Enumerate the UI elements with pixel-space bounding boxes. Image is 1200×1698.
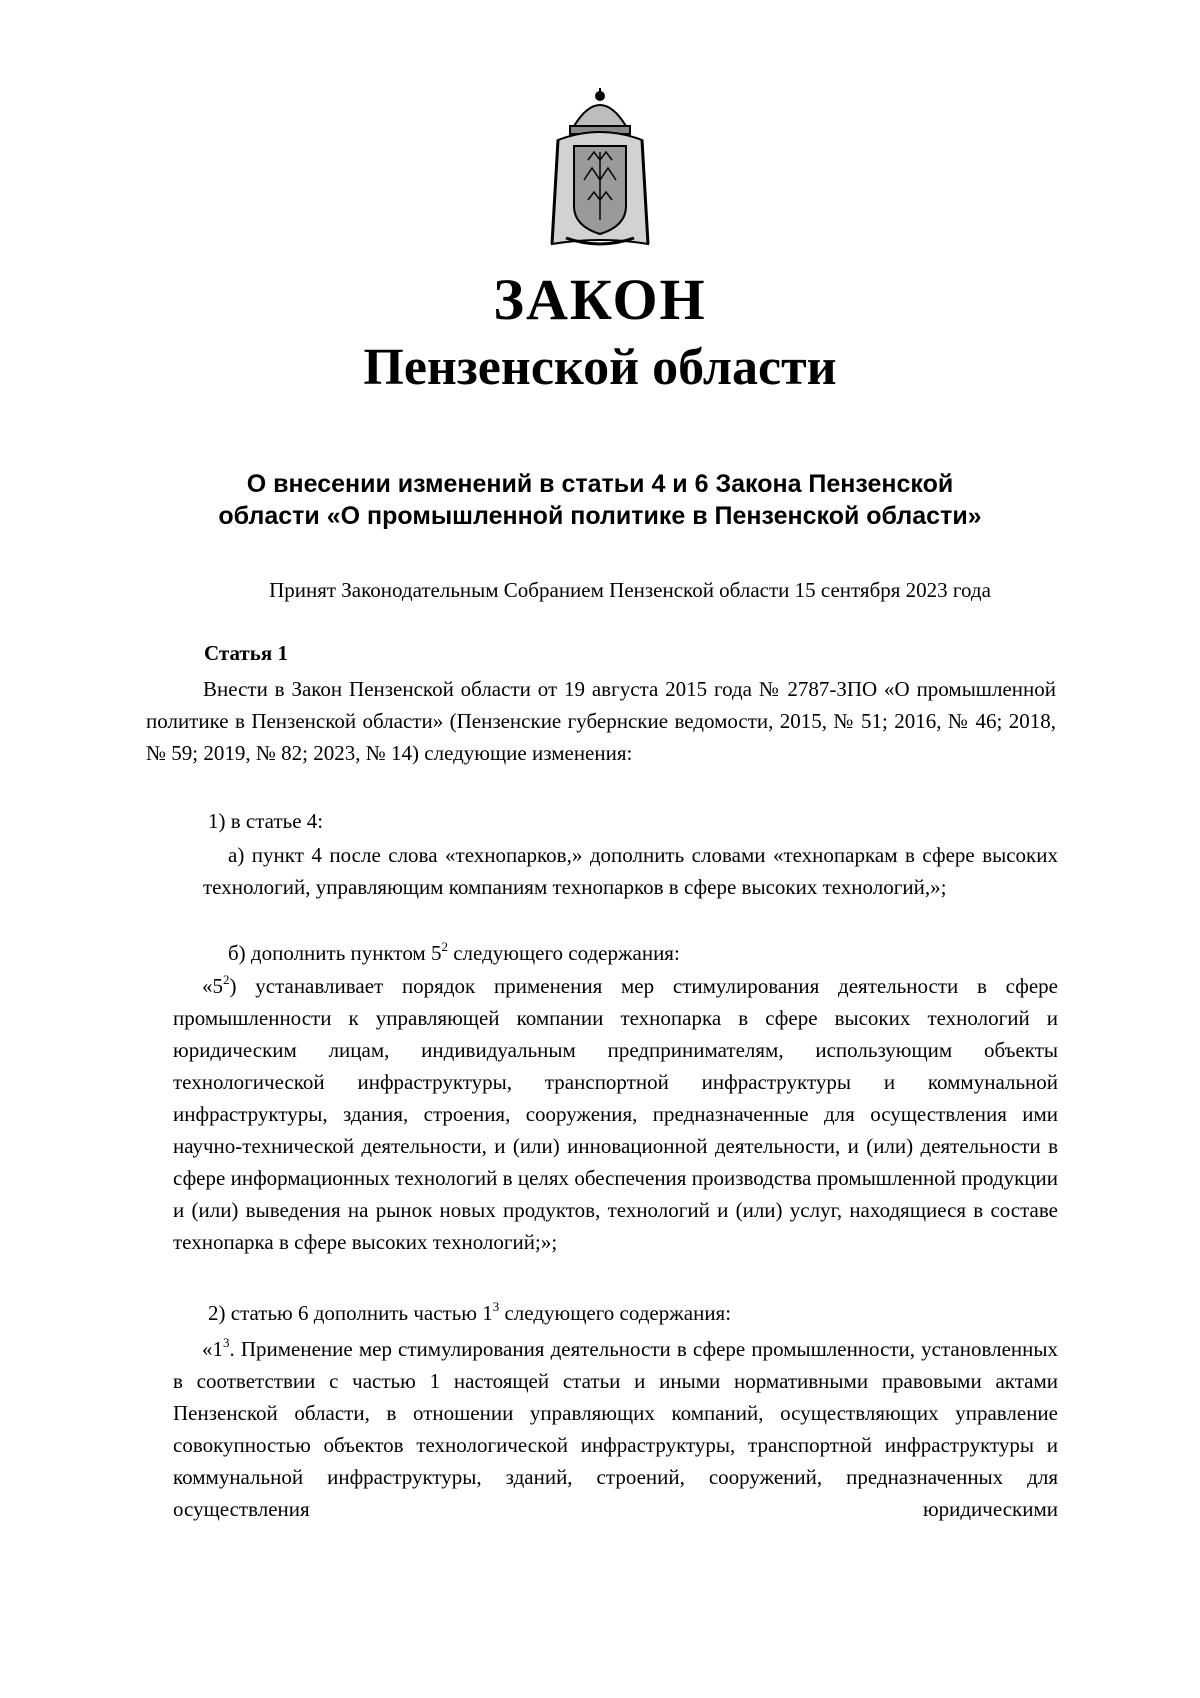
document-type-title: ЗАКОН — [493, 267, 707, 332]
item-2 — [208, 1297, 1058, 1329]
article-intro-paragraph: Внести в Закон Пензенской области от 19 августа 2015 года № 2787-ЗПО «О промышленной политике в Пензенской области» (Пензенские губернские ведомости, 2015, № 51; 2016, № 46; 2018, № 59; 2019, № 82; 2023, № 14) следующие изменения: — [146, 677, 1056, 765]
quoted-part-1-3 — [173, 1333, 1058, 1525]
item-1b-text: б) дополнить пунктом 5 — [228, 941, 442, 965]
quoted-point-5-2-open: «5 — [202, 974, 223, 998]
item-1b-text-end: следующего содержания: — [447, 941, 680, 965]
item-1b — [228, 937, 1058, 969]
law-subject-line-1: О внесении изменений в статьи 4 и 6 Закона Пензенской — [246, 470, 954, 498]
law-subject-line-2: области «О промышленной политике в Пензенской области» — [218, 502, 982, 530]
region-title: Пензенской области — [363, 339, 837, 396]
quoted-part-1-3-superscript: 3 — [223, 1335, 230, 1350]
quoted-point-5-2-text: ) устанавливает порядок применения мер стимулирования деятельности в сфере промышленности к управляющей компании технопарка в сфере высоких технологий и юридическим лицам, индивидуальным предпринимателям, использующим объекты технологической инфраструктуры, транспортной инфраструктуры и коммунальной инфраструктуры, здания, строения, сооружения, предназначенные для осуществления ими научно-технической деятельности, и (или) инновационной деятельности, и (или) деятельности в сфере информационных технологий в целях обеспечения производства промышленной продукции и (или) выведения на рынок новых продуктов, технологий и (или) услуг, находящиеся в составе технопарка в сфере высоких технологий;»; — [173, 974, 1058, 1254]
quoted-part-1-3-open: «1 — [202, 1337, 223, 1361]
item-2-superscript: 3 — [492, 1299, 500, 1314]
item-1: 1) в статье 4: — [208, 809, 324, 833]
quoted-part-1-3-text: . Применение мер стимулирования деятельности в сфере промышленности, установленных в соответствии с частью 1 настоящей статьи и иными нормативными правовыми актами Пензенской области, в отношении управляющих компаний, осуществляющих управление совокупностью объектов технологической инфраструктуры, транспортной инфраструктуры и коммунальной инфраструктуры, зданий, строений, сооружений, предназначенных для осуществления юридическими — [173, 1337, 1058, 1521]
item-1a: а) пункт 4 после слова «технопарков,» дополнить словами «технопаркам в сфере высоких технологий, управляющим компаниям технопарков в сфере высоких технологий,»; — [203, 843, 1058, 899]
coat-of-arms-icon — [544, 88, 656, 252]
adoption-note: Принят Законодательным Собранием Пензенской области 15 сентября 2023 года — [269, 578, 991, 602]
article-heading: Статья 1 — [204, 641, 288, 665]
item-2-text-end: следующего содержания: — [499, 1301, 732, 1325]
item-1b-superscript: 2 — [441, 939, 448, 954]
law-subject — [100, 468, 1100, 532]
quoted-point-5-2-superscript: 2 — [223, 972, 230, 987]
quoted-point-5-2 — [173, 970, 1058, 1258]
item-2-text: 2) статью 6 дополнить частью 1 — [208, 1301, 493, 1325]
